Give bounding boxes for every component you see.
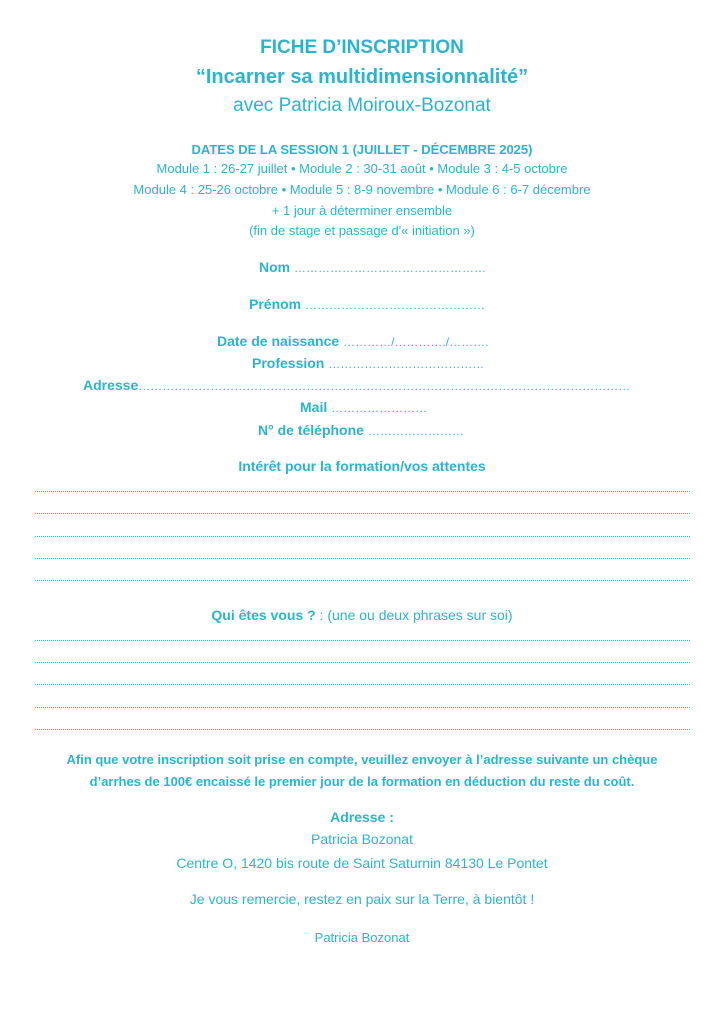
form-title: FICHE D’INSCRIPTION (260, 37, 464, 58)
about-line[interactable] (35, 729, 690, 730)
birthdate-blank[interactable]: …………/…………./………. (343, 335, 489, 349)
about-heading: Qui êtes vous ? (211, 607, 316, 623)
interest-line[interactable] (35, 491, 690, 492)
interest-line[interactable] (35, 580, 690, 581)
contact-address: Centre O, 1420 bis route de Saint Saturnin 84130 Le Pontet (176, 855, 548, 871)
mail-field[interactable] (300, 399, 427, 415)
birthdate-field[interactable] (217, 333, 488, 349)
about-line[interactable] (35, 684, 690, 685)
about-hint: : (une ou deux phrases sur soi) (315, 607, 513, 623)
prenom-field[interactable] (249, 296, 485, 312)
profession-label: Profession (252, 355, 325, 371)
address-label: Adresse (83, 377, 139, 393)
profession-field[interactable] (252, 355, 484, 371)
prenom-label: Prénom (249, 296, 302, 312)
session-heading: DATES DE LA SESSION 1 (JUILLET - DÉCEMBRE 2025) (191, 142, 533, 157)
session-extra-note: (fin de stage et passage d'« initiation ») (249, 223, 475, 238)
phone-label: N° de téléphone (258, 422, 364, 438)
mail-blank[interactable]: …………………… (331, 401, 428, 415)
instructor-line: avec Patricia Moiroux-Bozonat (233, 95, 491, 116)
address-blank[interactable]: …………………………………………………………………………………………………………… (138, 379, 631, 393)
phone-field[interactable] (258, 422, 464, 438)
session-modules-1: Module 1 : 26-27 juillet • Module 2 : 30-31 août • Module 3 : 4-5 octobre (156, 161, 568, 176)
deposit-notice-1: Afin que votre inscription soit prise en compte, veuillez envoyer à l’adresse suivante un chèque (66, 752, 658, 767)
session-modules-2: Module 4 : 25-26 octobre • Module 5 : 8-9 novembre • Module 6 : 6-7 décembre (133, 182, 591, 197)
interest-line[interactable] (35, 536, 690, 537)
interest-heading: Intérêt pour la formation/vos attentes (238, 458, 486, 474)
phone-blank[interactable]: …………………… (367, 424, 464, 438)
closing-message: Je vous remercie, restez en paix sur la Terre, à bientôt ! (189, 891, 535, 907)
about-heading-row (0, 607, 724, 623)
nom-blank[interactable]: ………………………………………… (294, 261, 487, 275)
contact-name: Patricia Bozonat (311, 831, 413, 847)
interest-line[interactable] (35, 558, 690, 559)
about-line[interactable] (35, 707, 690, 708)
workshop-title: “Incarner sa multidimensionnalité” (195, 66, 529, 88)
contact-heading: Adresse : (330, 809, 394, 825)
prenom-blank[interactable]: ……………………………………… (305, 298, 486, 312)
about-line[interactable] (35, 640, 690, 641)
birthdate-label: Date de naissance (217, 333, 340, 349)
address-field[interactable] (83, 377, 630, 393)
profession-blank[interactable]: ………………………………… (328, 357, 485, 371)
mail-label: Mail (300, 399, 328, 415)
nom-label: Nom (259, 259, 291, 275)
nom-field[interactable] (259, 259, 486, 275)
session-extra-day: + 1 jour à déterminer ensemble (271, 203, 453, 218)
interest-line[interactable] (35, 513, 690, 514)
deposit-notice-2: d’arrhes de 100€ encaissé le premier jour de la formation en déduction du reste du coût. (89, 774, 635, 789)
signature: Patricia Bozonat (314, 930, 410, 945)
about-line[interactable] (35, 662, 690, 663)
